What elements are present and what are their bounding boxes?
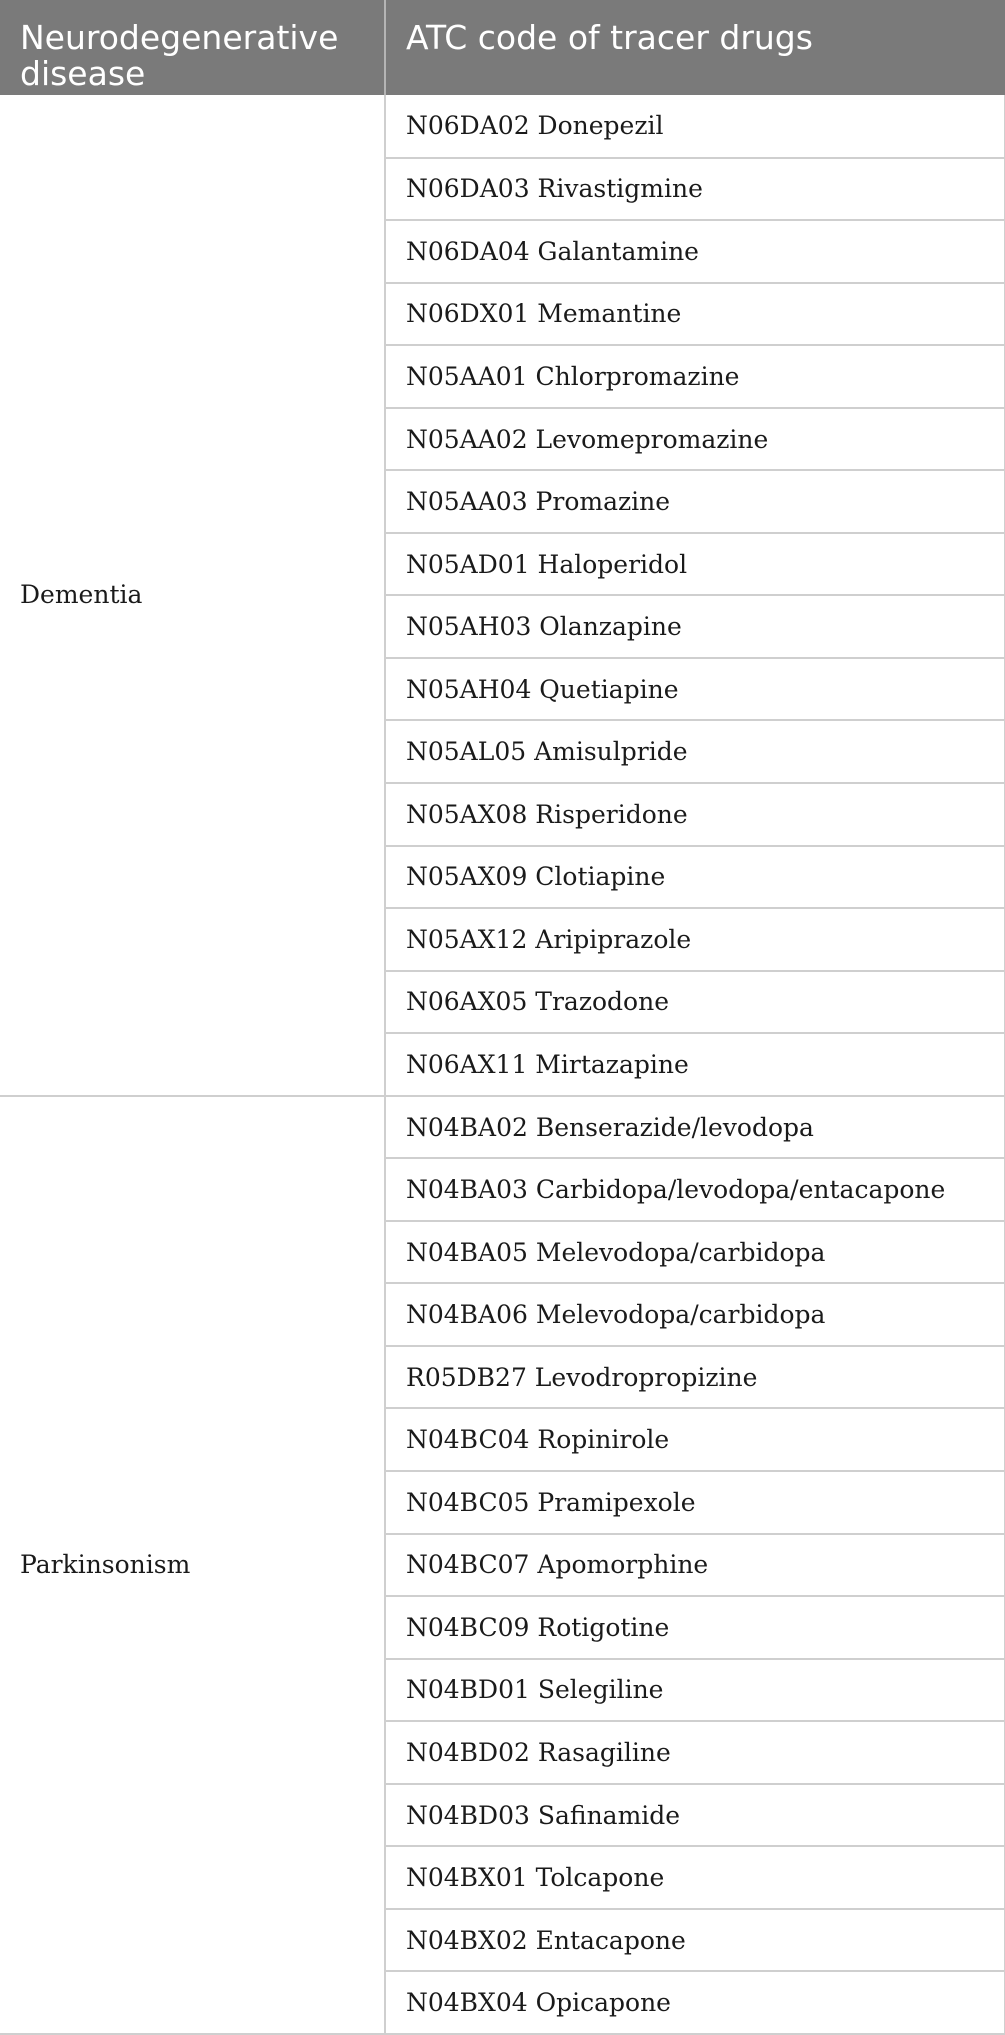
drug-cell: N05AX08 Risperidone — [385, 783, 1005, 846]
drug-cell: N06DA04 Galantamine — [385, 220, 1005, 283]
drug-cell: N04BA05 Melevodopa/carbidopa — [385, 1221, 1005, 1284]
drug-cell: N04BC04 Ropinirole — [385, 1408, 1005, 1471]
drug-cell: N04BD03 Safinamide — [385, 1784, 1005, 1847]
drug-cell: N04BX04 Opicapone — [385, 1971, 1005, 2034]
table-row — [0, 95, 1005, 158]
drug-cell: N05AA02 Levomepromazine — [385, 408, 1005, 471]
drug-cell: N05AH03 Olanzapine — [385, 595, 1005, 658]
drug-cell: N05AA01 Chlorpromazine — [385, 345, 1005, 408]
drug-cell: N05AX09 Clotiapine — [385, 846, 1005, 909]
drug-cell: N04BD01 Selegiline — [385, 1659, 1005, 1722]
header-atc-code: ATC code of tracer drugs — [385, 0, 1005, 95]
drug-cell: N05AD01 Haloperidol — [385, 533, 1005, 596]
drug-cell: N04BA02 Benserazide/levodopa — [385, 1096, 1005, 1159]
drug-cell: N04BC09 Rotigotine — [385, 1596, 1005, 1659]
drug-cell: N06DA02 Donepezil — [385, 95, 1005, 158]
drug-cell: N04BA06 Melevodopa/carbidopa — [385, 1283, 1005, 1346]
table-body — [0, 95, 1005, 2034]
disease-cell: Parkinsonism — [0, 1096, 385, 2034]
table-header — [0, 0, 1005, 95]
header-disease: Neurodegenerative disease — [0, 0, 385, 95]
table-row — [0, 1096, 1005, 1159]
drug-cell: N04BX02 Entacapone — [385, 1909, 1005, 1972]
drug-cell: N05AA03 Promazine — [385, 470, 1005, 533]
drug-cell: N04BX01 Tolcapone — [385, 1846, 1005, 1909]
drug-cell: N06AX05 Trazodone — [385, 971, 1005, 1034]
drug-cell: N05AL05 Amisulpride — [385, 720, 1005, 783]
drug-cell: N05AX12 Aripiprazole — [385, 908, 1005, 971]
drug-cell: N04BC05 Pramipexole — [385, 1471, 1005, 1534]
disease-cell: Dementia — [0, 95, 385, 1096]
drug-cell: N06DA03 Rivastigmine — [385, 158, 1005, 221]
header-row — [0, 0, 1005, 95]
drug-cell: R05DB27 Levodropropizine — [385, 1346, 1005, 1409]
drug-cell: N06DX01 Memantine — [385, 283, 1005, 346]
drug-cell: N05AH04 Quetiapine — [385, 658, 1005, 721]
drug-cell: N04BA03 Carbidopa/levodopa/entacapone — [385, 1158, 1005, 1221]
drug-cell: N06AX11 Mirtazapine — [385, 1033, 1005, 1096]
drug-cell: N04BD02 Rasagiline — [385, 1721, 1005, 1784]
drug-cell: N04BC07 Apomorphine — [385, 1534, 1005, 1597]
